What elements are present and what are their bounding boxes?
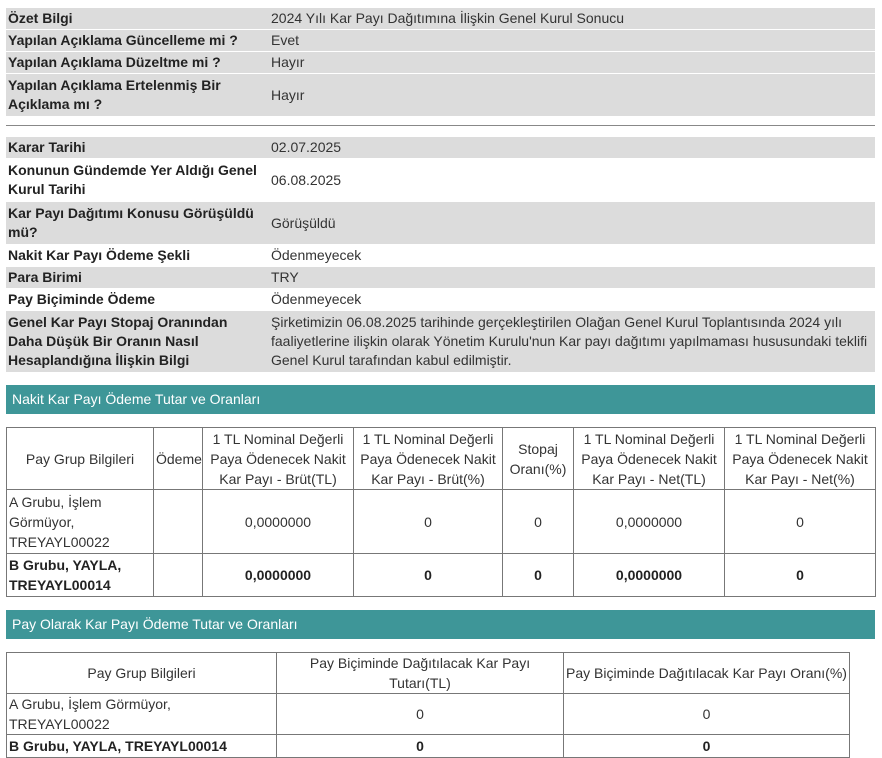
field-value: Ödenmeyecek [267,289,875,310]
field-value: 02.07.2025 [267,137,875,158]
gross-tl-cell: 0,0000000 [203,490,354,554]
field-value: Evet [267,30,875,51]
field-label: Yapılan Açıklama Düzeltme mi ? [6,52,267,73]
table-row [7,735,850,758]
field-value: Hayır [267,74,875,116]
field-label: Genel Kar Payı Stopaj Oranından Daha Düşük Bir Oranın Nasıl Hesaplandığına İlişkin Bilgi [6,311,267,372]
details-row [6,202,875,244]
group-cell: B Grubu, YAYLA, TREYAYL00014 [7,554,154,597]
net-tl-cell: 0,0000000 [574,554,725,597]
summary-row [6,74,875,116]
table-header-row [7,428,876,490]
payment-cell [154,490,203,554]
field-label: Karar Tarihi [6,137,267,158]
gross-pct-cell: 0 [354,490,503,554]
payment-cell [154,554,203,597]
field-label: Özet Bilgi [6,8,267,29]
summary-row [6,30,875,51]
column-header: Pay Biçiminde Dağıtılacak Kar Payı Tutarı(TL) [277,653,564,694]
field-label: Konunun Gündemde Yer Aldığı Genel Kurul Tarihi [6,159,267,201]
column-header: 1 TL Nominal Değerli Paya Ödenecek Nakit Kar Payı - Brüt(TL) [203,428,354,490]
details-row [6,137,875,158]
gross-tl-cell: 0,0000000 [203,554,354,597]
group-cell: B Grubu, YAYLA, TREYAYL00014 [7,735,277,758]
withholding-cell: 0 [503,490,574,554]
net-pct-cell: 0 [725,554,876,597]
column-header: 1 TL Nominal Değerli Paya Ödenecek Nakit Kar Payı - Brüt(%) [354,428,503,490]
cash-dividend-section-header: Nakit Kar Payı Ödeme Tutar ve Oranları [6,385,875,414]
summary-row [6,52,875,73]
cash-dividend-table [6,427,876,597]
group-cell: A Grubu, İşlem Görmüyor, TREYAYL00022 [7,694,277,735]
table-header-row [7,653,850,694]
field-value: Görüşüldü [267,202,875,244]
net-pct-cell: 0 [725,490,876,554]
column-header: Ödeme [154,428,203,490]
details-row [6,159,875,201]
field-value: Şirketimizin 06.08.2025 tarihinde gerçekleştirilen Olağan Genel Kurul Toplantısında 2024 yılı faaliyetlerine ilişkin olarak Yönetim Kurulu'nun Kar payı dağıtımı yapılmaması hususundaki teklifi Genel Kurul tarafından kabul edilmiştir. [267,311,875,372]
field-value: 06.08.2025 [267,159,875,201]
rate-cell: 0 [564,735,850,758]
column-header: 1 TL Nominal Değerli Paya Ödenecek Nakit Kar Payı - Net(%) [725,428,876,490]
field-label: Yapılan Açıklama Güncelleme mi ? [6,30,267,51]
column-header: Pay Biçiminde Dağıtılacak Kar Payı Oranı(%) [564,653,850,694]
share-dividend-section-header: Pay Olarak Kar Payı Ödeme Tutar ve Oranları [6,610,875,639]
field-value: 2024 Yılı Kar Payı Dağıtımına İlişkin Genel Kurul Sonucu [267,8,875,29]
column-header: Pay Grup Bilgileri [7,428,154,490]
summary-row [6,8,875,29]
rate-cell: 0 [564,694,850,735]
column-header: 1 TL Nominal Değerli Paya Ödenecek Nakit Kar Payı - Net(TL) [574,428,725,490]
gross-pct-cell: 0 [354,554,503,597]
withholding-cell: 0 [503,554,574,597]
field-label: Nakit Kar Payı Ödeme Şekli [6,245,267,266]
table-row [7,554,876,597]
details-row [6,245,875,266]
field-label: Kar Payı Dağıtımı Konusu Görüşüldü mü? [6,202,267,244]
column-header: Pay Grup Bilgileri [7,653,277,694]
net-tl-cell: 0,0000000 [574,490,725,554]
group-cell: A Grubu, İşlem Görmüyor, TREYAYL00022 [7,490,154,554]
disclosure-content [6,7,875,758]
amount-cell: 0 [277,694,564,735]
field-value: TRY [267,267,875,288]
table-row [7,490,876,554]
field-value: Hayır [267,52,875,73]
details-table [6,136,875,373]
details-row [6,289,875,310]
details-row [6,311,875,372]
divider [6,125,875,126]
field-value: Ödenmeyecek [267,245,875,266]
field-label: Pay Biçiminde Ödeme [6,289,267,310]
table-row [7,694,850,735]
field-label: Para Birimi [6,267,267,288]
details-row [6,267,875,288]
amount-cell: 0 [277,735,564,758]
summary-table [6,7,875,117]
column-header: Stopaj Oranı(%) [503,428,574,490]
field-label: Yapılan Açıklama Ertelenmiş Bir Açıklama mı ? [6,74,267,116]
share-dividend-table [6,652,850,758]
